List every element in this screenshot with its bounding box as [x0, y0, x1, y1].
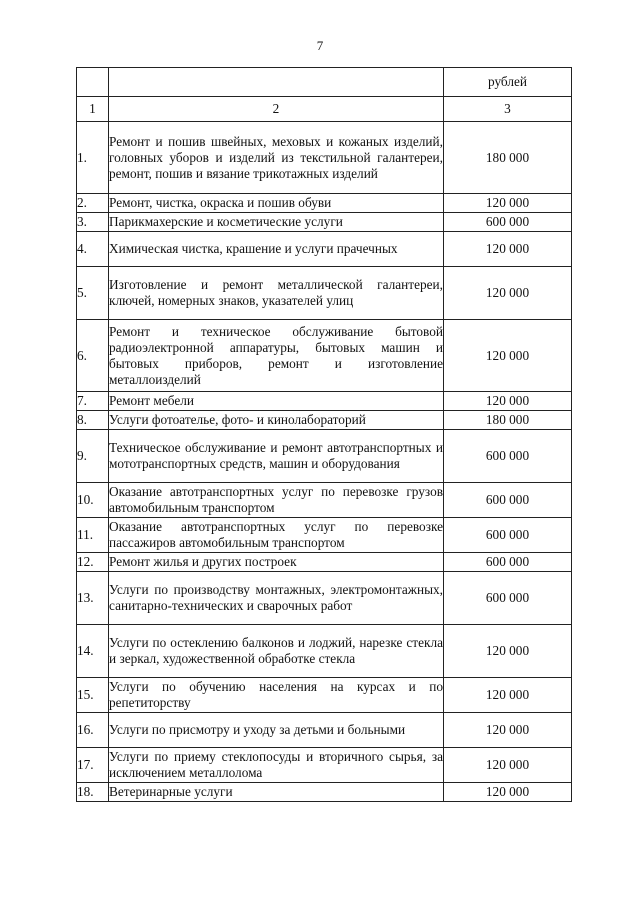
row-number: 16. — [77, 713, 109, 748]
row-number: 14. — [77, 625, 109, 678]
table-row — [77, 572, 572, 625]
row-number: 5. — [77, 267, 109, 320]
income-amount: 120 000 — [444, 320, 572, 392]
service-name: Услуги по обучению населения на курсах и по репетиторству — [109, 678, 444, 713]
column-index-2: 2 — [109, 97, 444, 122]
service-name: Услуги по приему стеклопосуды и вторичного сырья, за исключением металлолома — [109, 748, 444, 783]
table-row — [77, 430, 572, 483]
row-number: 6. — [77, 320, 109, 392]
row-number: 18. — [77, 783, 109, 802]
row-number: 2. — [77, 194, 109, 213]
service-name: Оказание автотранспортных услуг по перевозке пассажиров автомобильным транспортом — [109, 518, 444, 553]
row-number: 3. — [77, 213, 109, 232]
service-name: Техническое обслуживание и ремонт автотранспортных и мототранспортных средств, машин и оборудования — [109, 430, 444, 483]
service-name: Изготовление и ремонт металлической галантереи, ключей, номерных знаков, указателей улиц — [109, 267, 444, 320]
service-name: Ремонт, чистка, окраска и пошив обуви — [109, 194, 444, 213]
table-row — [77, 320, 572, 392]
header-blank-cell — [109, 68, 444, 97]
service-name: Услуги по производству монтажных, электромонтажных, санитарно-технических и сварочных работ — [109, 572, 444, 625]
service-name: Оказание автотранспортных услуг по перевозке грузов автомобильным транспортом — [109, 483, 444, 518]
header-unit-row — [77, 68, 572, 97]
table-row — [77, 213, 572, 232]
column-index-3: 3 — [444, 97, 572, 122]
table-row — [77, 122, 572, 194]
service-name: Услуги фотоателье, фото- и кинолабораторий — [109, 411, 444, 430]
service-name: Ремонт мебели — [109, 392, 444, 411]
service-name: Химическая чистка, крашение и услуги прачечных — [109, 232, 444, 267]
services-table — [76, 67, 572, 802]
table-row — [77, 678, 572, 713]
header-blank-cell — [77, 68, 109, 97]
income-amount: 120 000 — [444, 748, 572, 783]
row-number: 17. — [77, 748, 109, 783]
row-number: 10. — [77, 483, 109, 518]
income-amount: 180 000 — [444, 411, 572, 430]
income-amount: 600 000 — [444, 553, 572, 572]
service-name: Ветеринарные услуги — [109, 783, 444, 802]
table-row — [77, 411, 572, 430]
table-row — [77, 713, 572, 748]
service-name: Услуги по остеклению балконов и лоджий, нарезке стекла и зеркал, художественной обработке стекла — [109, 625, 444, 678]
table-row — [77, 232, 572, 267]
income-amount: 180 000 — [444, 122, 572, 194]
table-row — [77, 748, 572, 783]
table-row — [77, 553, 572, 572]
income-amount: 120 000 — [444, 392, 572, 411]
income-amount: 120 000 — [444, 678, 572, 713]
income-amount: 120 000 — [444, 783, 572, 802]
table-row — [77, 483, 572, 518]
row-number: 11. — [77, 518, 109, 553]
service-name: Ремонт и пошив швейных, меховых и кожаных изделий, головных уборов и изделий из текстильной галантереи, ремонт, пошив и вязание трикотажных изделий — [109, 122, 444, 194]
income-amount: 120 000 — [444, 713, 572, 748]
income-amount: 600 000 — [444, 572, 572, 625]
row-number: 12. — [77, 553, 109, 572]
currency-unit-label: рублей — [444, 68, 572, 97]
table-row — [77, 392, 572, 411]
row-number: 9. — [77, 430, 109, 483]
row-number: 1. — [77, 122, 109, 194]
service-name: Услуги по присмотру и уходу за детьми и больными — [109, 713, 444, 748]
income-amount: 120 000 — [444, 232, 572, 267]
row-number: 13. — [77, 572, 109, 625]
service-name: Парикмахерские и косметические услуги — [109, 213, 444, 232]
table-row — [77, 783, 572, 802]
income-amount: 600 000 — [444, 483, 572, 518]
table-row — [77, 625, 572, 678]
service-name: Ремонт и техническое обслуживание бытовой радиоэлектронной аппаратуры, бытовых машин и бытовых приборов, ремонт и изготовление металлоизделий — [109, 320, 444, 392]
row-number: 4. — [77, 232, 109, 267]
row-number: 8. — [77, 411, 109, 430]
income-amount: 600 000 — [444, 430, 572, 483]
income-amount: 120 000 — [444, 625, 572, 678]
income-amount: 600 000 — [444, 518, 572, 553]
income-amount: 600 000 — [444, 213, 572, 232]
table-row — [77, 267, 572, 320]
service-name: Ремонт жилья и других построек — [109, 553, 444, 572]
column-index-1: 1 — [77, 97, 109, 122]
table-row — [77, 194, 572, 213]
income-amount: 120 000 — [444, 267, 572, 320]
row-number: 7. — [77, 392, 109, 411]
page-number: 7 — [316, 38, 324, 53]
table-row — [77, 518, 572, 553]
row-number: 15. — [77, 678, 109, 713]
column-index-row — [77, 97, 572, 122]
income-amount: 120 000 — [444, 194, 572, 213]
